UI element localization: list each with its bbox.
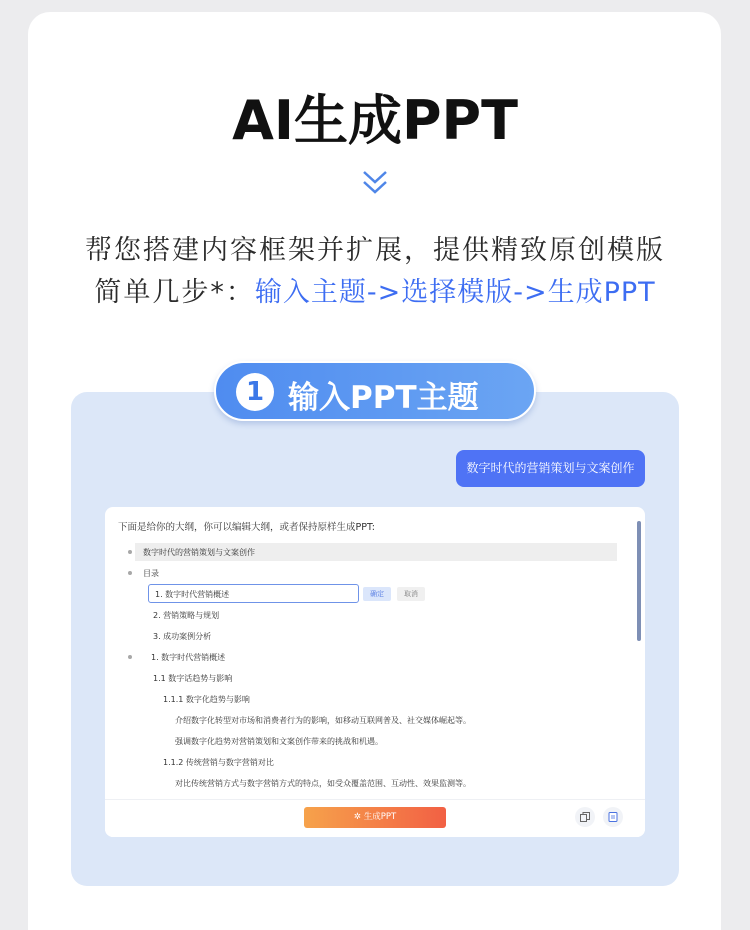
outline-item[interactable]: 1.1.2 传统营销与数字营销对比 [163,758,274,767]
sparkle-icon: ✲ [353,812,364,822]
description-steps: 输入主题->选择模版->生成PPT [254,277,656,308]
outline-item[interactable]: 数字时代的营销策划与文案创作 [135,543,617,561]
chevron-down-icon [361,168,389,198]
outline-editor [105,507,645,837]
outline-item[interactable]: 目录 [135,564,335,582]
description-line-1: 帮您搭建内容框架并扩展，提供精致原创模版 [85,235,665,266]
outline-item[interactable]: 1. 数字时代营销概述 [135,648,335,666]
user-message-bubble: 数字时代的营销策划与文案创作 [456,450,645,487]
copy-icon [580,812,590,822]
cancel-button[interactable]: 取消 [397,587,425,601]
action-bar [105,799,645,837]
step-number: 1 [236,373,274,411]
export-button[interactable] [603,807,623,827]
document-icon [608,812,618,822]
confirm-button[interactable]: 确定 [363,587,391,601]
outline-item[interactable]: 强调数字化趋势对营销策划和文案创作带来的挑战和机遇。 [175,737,383,746]
scrollbar[interactable] [637,521,641,641]
page-title: AI生成PPT [232,89,518,152]
copy-button[interactable] [575,807,595,827]
generate-ppt-button[interactable]: ✲ 生成PPT [304,807,446,828]
outline-intro: 下面是给你的大纲，你可以编辑大纲，或者保持原样生成PPT: [118,522,375,533]
outline-item[interactable]: 介绍数字化转型对市场和消费者行为的影响，如移动互联网普及、社交媒体崛起等。 [175,716,471,725]
outline-item[interactable]: 2. 营销策略与规划 [153,611,220,620]
outline-item[interactable]: 1.1 数字话趋势与影响 [153,674,233,683]
outline-item[interactable]: 1.1.1 数字化趋势与影响 [163,695,250,704]
outline-item[interactable]: 3. 成功案例分析 [153,632,212,641]
description-prefix: 简单几步*： [94,277,255,308]
description-line-2 [0,270,750,309]
step-label: 输入PPT主题 [288,380,479,416]
outline-edit-input[interactable]: 1. 数字时代营销概述 [148,584,359,603]
step-badge [214,361,536,421]
outline-item[interactable]: 对比传统营销方式与数字营销方式的特点，如受众覆盖范围、互动性、效果监测等。 [175,779,471,788]
